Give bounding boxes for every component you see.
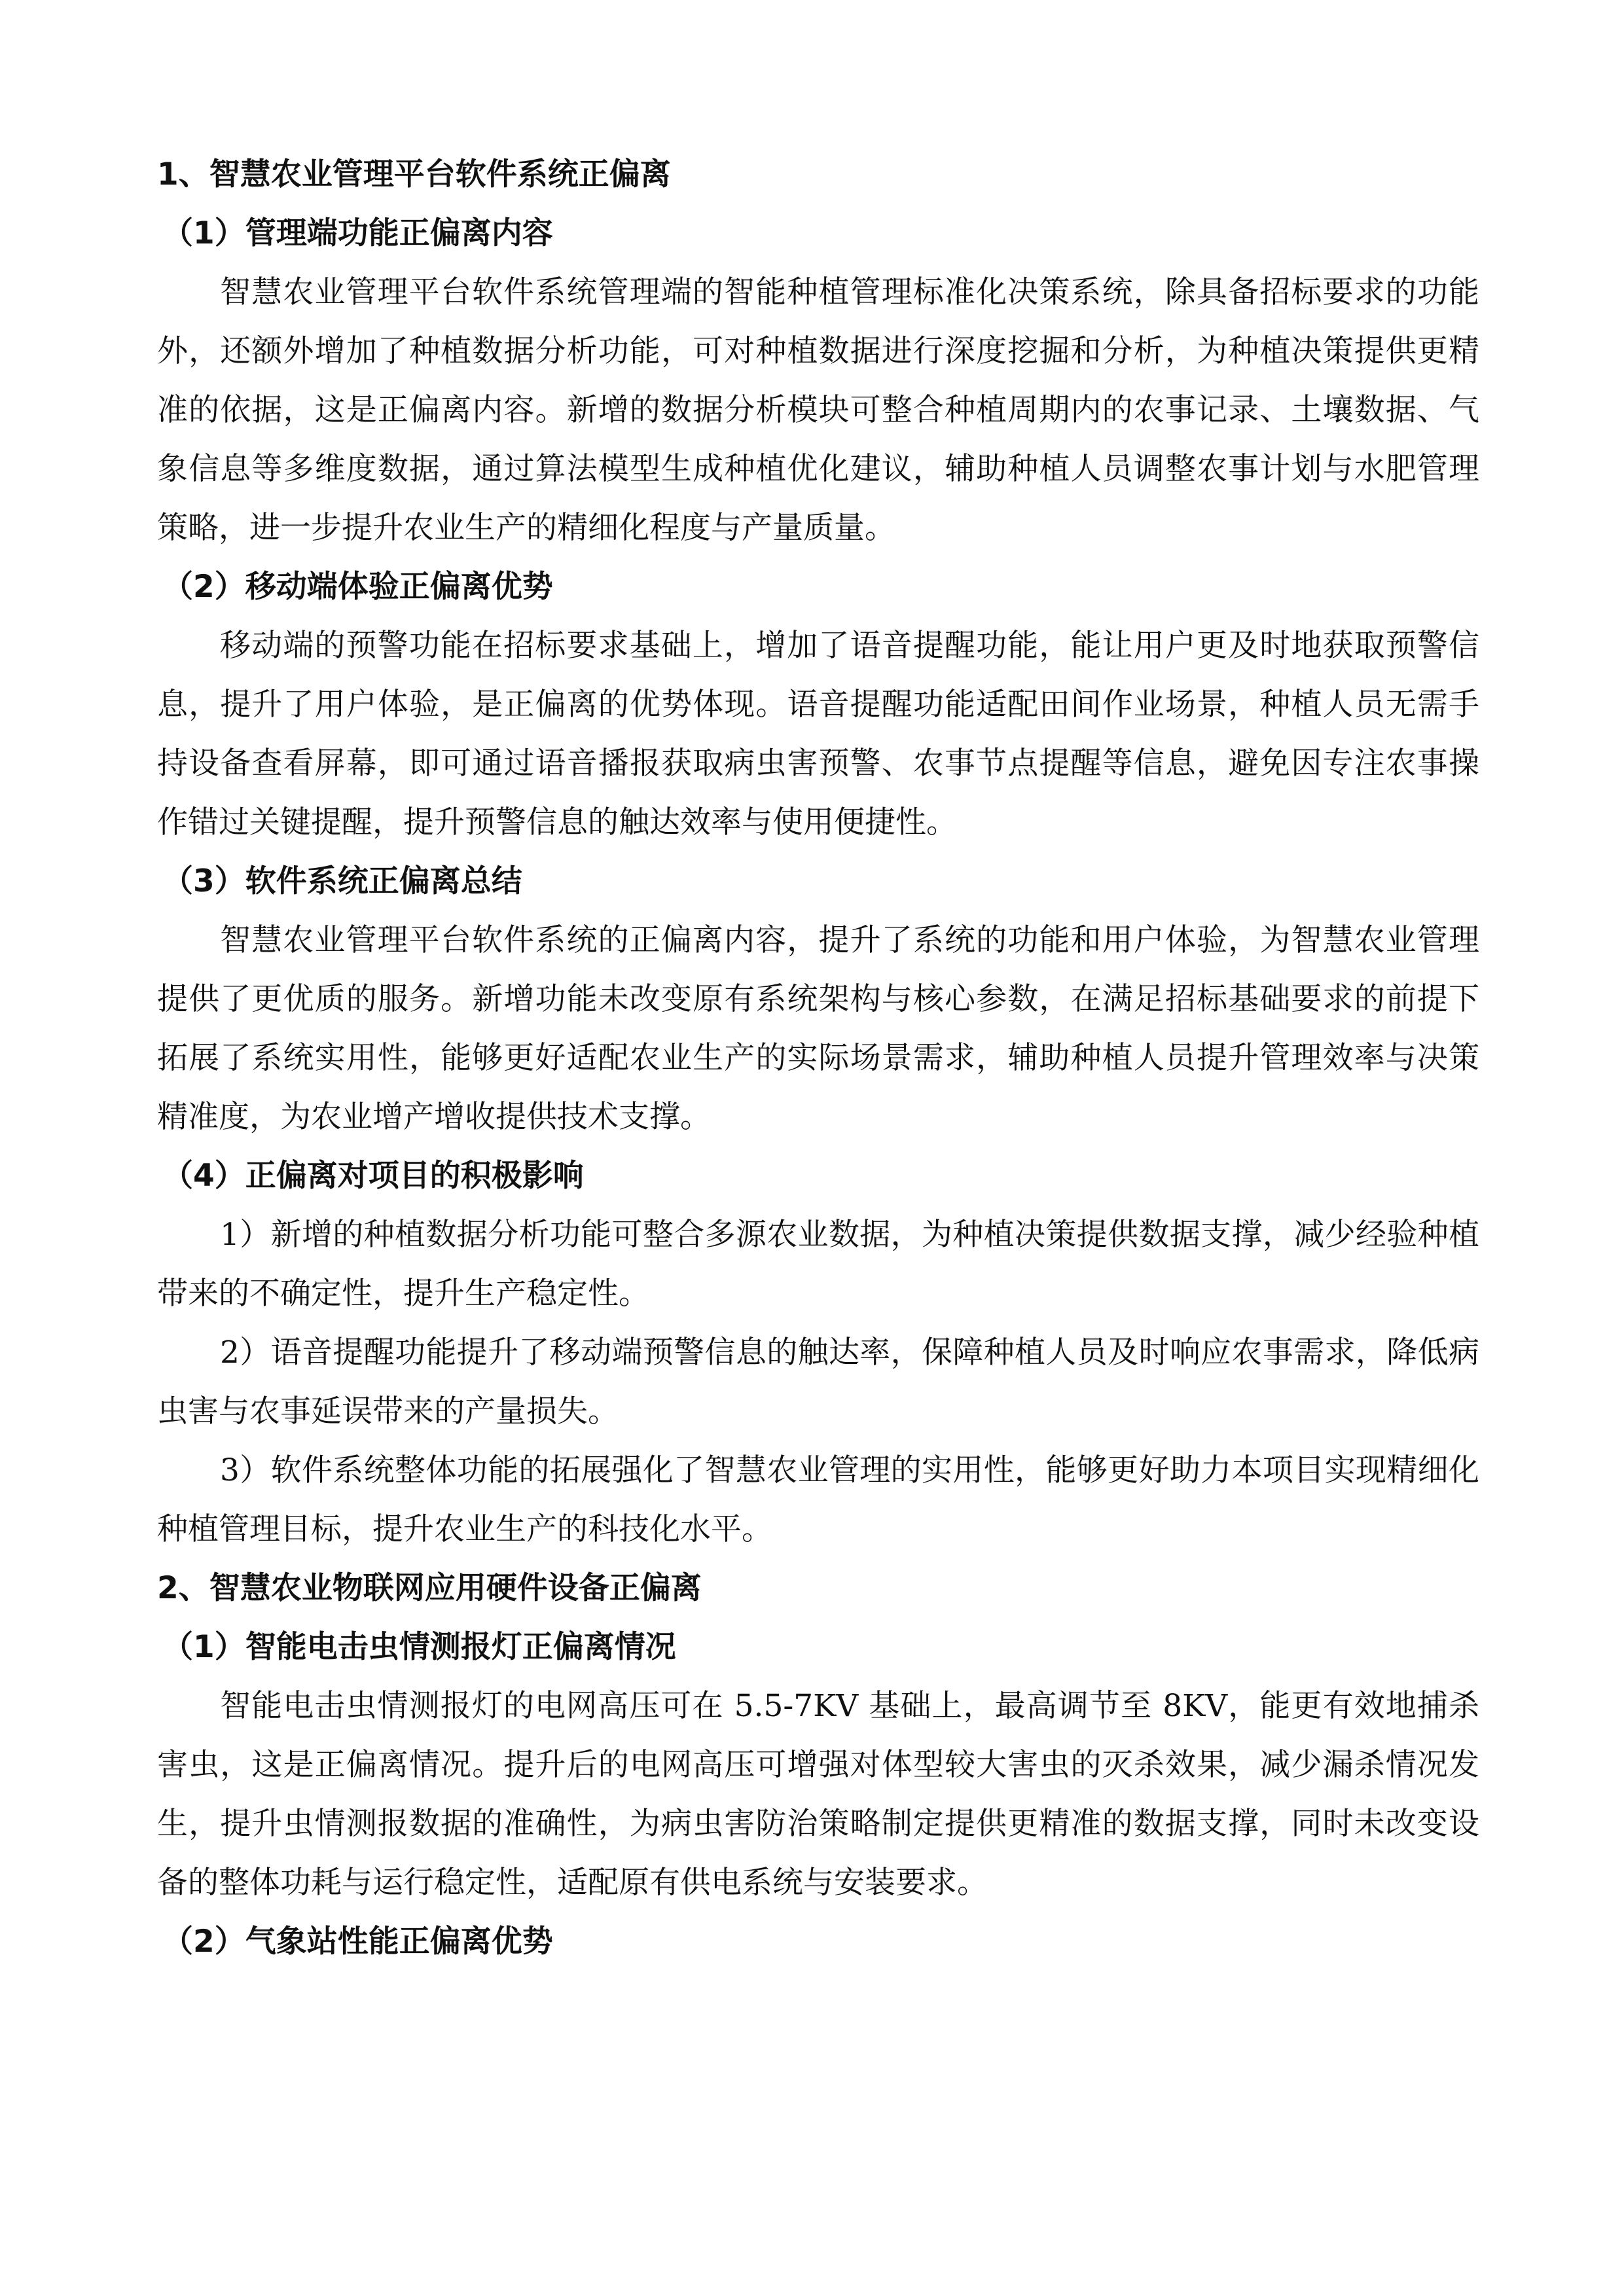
list-item: 1）新增的种植数据分析功能可整合多源农业数据，为种植决策提供数据支撑，减少经验种植带来的不确定性，提升生产稳定性。 xyxy=(157,1217,1479,1312)
subsection-heading: （2）气象站性能正偏离优势 xyxy=(162,1924,553,1960)
list-item: 2）语音提醒功能提升了移动端预警信息的触达率，保障种植人员及时响应农事需求，降低病虫害与农事延误带来的产量损失。 xyxy=(157,1335,1479,1429)
document-body xyxy=(157,145,1479,1971)
paragraph: 智能电击虫情测报灯的电网高压可在 5.5-7KV 基础上，最高调节至 8KV，能更有效地捕杀害虫，这是正偏离情况。提升后的电网高压可增强对体型较大害虫的灭杀效果，减少漏杀情况发生，提升虫情测报数据的准确性，为病虫害防治策略制定提供更精准的数据支撑，同时未改变设备的整体功耗与运行稳定性，适配原有供电系统与安装要求。 xyxy=(157,1688,1479,1901)
subsection-heading: （3）软件系统正偏离总结 xyxy=(162,863,522,899)
list-item: 3）软件系统整体功能的拓展强化了智慧农业管理的实用性，能够更好助力本项目实现精细化种植管理目标，提升农业生产的科技化水平。 xyxy=(157,1452,1479,1547)
section-heading: 1、智慧农业管理平台软件系统正偏离 xyxy=(157,156,671,192)
paragraph: 智慧农业管理平台软件系统管理端的智能种植管理标准化决策系统，除具备招标要求的功能外，还额外增加了种植数据分析功能，可对种植数据进行深度挖掘和分析，为种植决策提供更精准的依据，这是正偏离内容。新增的数据分析模块可整合种植周期内的农事记录、土壤数据、气象信息等多维度数据，通过算法模型生成种植优化建议，辅助种植人员调整农事计划与水肥管理策略，进一步提升农业生产的精细化程度与产量质量。 xyxy=(157,274,1479,546)
paragraph: 智慧农业管理平台软件系统的正偏离内容，提升了系统的功能和用户体验，为智慧农业管理提供了更优质的服务。新增功能未改变原有系统架构与核心参数，在满足招标基础要求的前提下拓展了系统实用性，能够更好适配农业生产的实际场景需求，辅助种植人员提升管理效率与决策精准度，为农业增产增收提供技术支撑。 xyxy=(157,922,1479,1135)
paragraph: 移动端的预警功能在招标要求基础上，增加了语音提醒功能，能让用户更及时地获取预警信息，提升了用户体验，是正偏离的优势体现。语音提醒功能适配田间作业场景，种植人员无需手持设备查看屏幕，即可通过语音播报获取病虫害预警、农事节点提醒等信息，避免因专注农事操作错过关键提醒，提升预警信息的触达效率与使用便捷性。 xyxy=(157,628,1479,840)
subsection-heading: （1）智能电击虫情测报灯正偏离情况 xyxy=(162,1629,676,1665)
section-heading: 2、智慧农业物联网应用硬件设备正偏离 xyxy=(157,1570,702,1606)
subsection-heading: （4）正偏离对项目的积极影响 xyxy=(162,1158,584,1194)
subsection-heading: （2）移动端体验正偏离优势 xyxy=(162,569,553,605)
subsection-heading: （1）管理端功能正偏离内容 xyxy=(162,215,553,251)
